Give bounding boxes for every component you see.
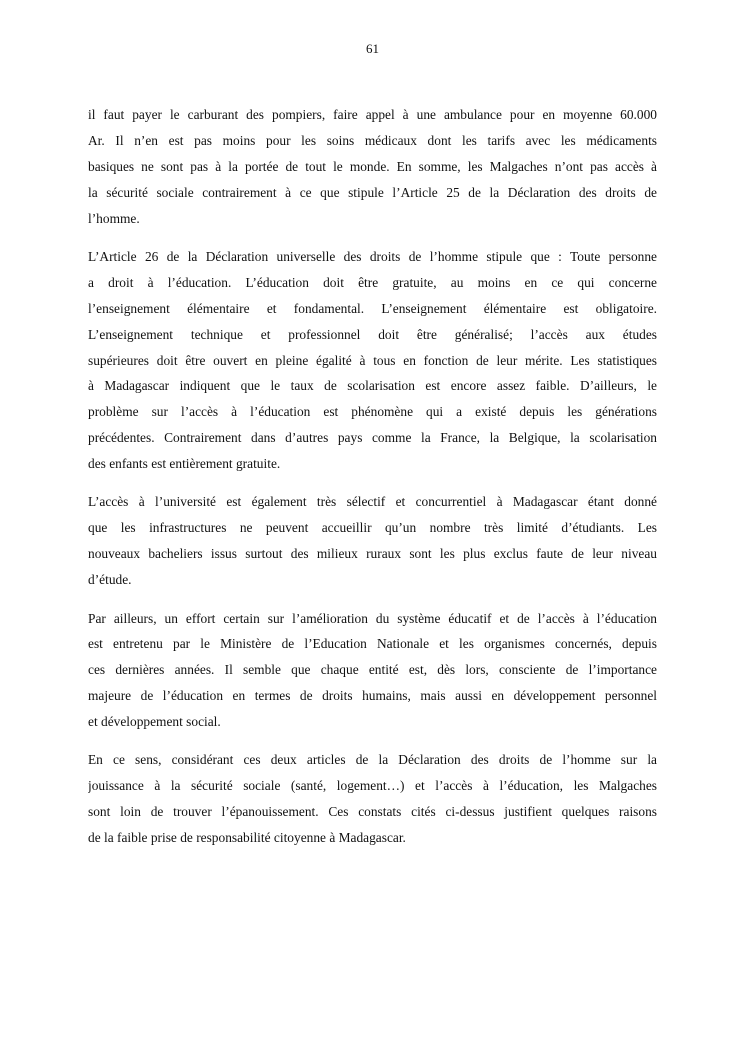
text-line: problème sur l’accès à l’éducation est phénomène qui a existé depuis les générations [88, 404, 657, 420]
text-line: En ce sens, considérant ces deux articles de la Déclaration des droits de l’homme sur la [88, 752, 657, 768]
paragraph [88, 102, 657, 231]
text-line: jouissance à la sécurité sociale (santé, logement…) et l’accès à l’éducation, les Malgaches [88, 778, 657, 794]
page-number: 61 [366, 41, 379, 56]
text-line: nouveaux bacheliers issus surtout des milieux ruraux sont les plus exclus faute de leur niveau [88, 546, 657, 562]
text-line: ces dernières années. Il semble que chaque entité est, dès lors, consciente de l’importance [88, 662, 657, 678]
text-line: à Madagascar indiquent que le taux de scolarisation est encore assez faible. D’ailleurs, le [88, 378, 657, 394]
text-line: L’accès à l’université est également très sélectif et concurrentiel à Madagascar étant donné [88, 494, 657, 510]
text-line: et développement social. [88, 714, 221, 730]
text-line: il faut payer le carburant des pompiers, faire appel à une ambulance pour en moyenne 60.000 [88, 107, 657, 122]
text-line: Ar. Il n’en est pas moins pour les soins médicaux dont les tarifs avec les médicaments [88, 132, 657, 148]
text-line: précédentes. Contrairement dans d’autres pays comme la France, la Belgique, la scolarisation [88, 430, 657, 446]
text-line: est entretenu par le Ministère de l’Education Nationale et les organismes concernés, depuis [88, 636, 657, 652]
text-line: Par ailleurs, un effort certain sur l’amélioration du système éducatif et de l’accès à l’éducation [88, 610, 657, 626]
paragraph [88, 244, 657, 477]
text-line: d’étude. [88, 572, 132, 588]
text-line: que les infrastructures ne peuvent accueillir qu’un nombre très limité d’étudiants. Les [88, 520, 657, 536]
text-line: la sécurité sociale contrairement à ce que stipule l’Article 25 de la Déclaration des droits de [88, 184, 657, 200]
text-line: l’homme. [88, 210, 140, 226]
text-line: majeure de l’éducation en termes de droits humains, mais aussi en développement personnel [88, 688, 657, 704]
text-line: l’enseignement élémentaire et fondamental. L’enseignement élémentaire est obligatoire. [88, 300, 657, 316]
paragraph [88, 489, 657, 593]
text-line: L’enseignement technique et professionnel doit être généralisé; l’accès aux études [88, 326, 657, 342]
text-line: de la faible prise de responsabilité citoyenne à Madagascar. [88, 830, 406, 846]
text-line: sont loin de trouver l’épanouissement. Ces constats cités ci-dessus justifient quelques raisons [88, 804, 657, 820]
paragraph [88, 747, 657, 851]
text-line: basiques ne sont pas à la portée de tout le monde. En somme, les Malgaches n’ont pas accès à [88, 158, 657, 174]
paragraph [88, 606, 657, 735]
text-line: L’Article 26 de la Déclaration universelle des droits de l’homme stipule que : Toute personne [88, 248, 657, 264]
text-line: supérieures doit être ouvert en pleine égalité à tous en fonction de leur mérite. Les statistiques [88, 352, 657, 368]
text-line: des enfants est entièrement gratuite. [88, 456, 281, 472]
document-body [88, 102, 657, 864]
text-line: a droit à l’éducation. L’éducation doit être gratuite, au moins en ce qui concerne [88, 274, 657, 290]
